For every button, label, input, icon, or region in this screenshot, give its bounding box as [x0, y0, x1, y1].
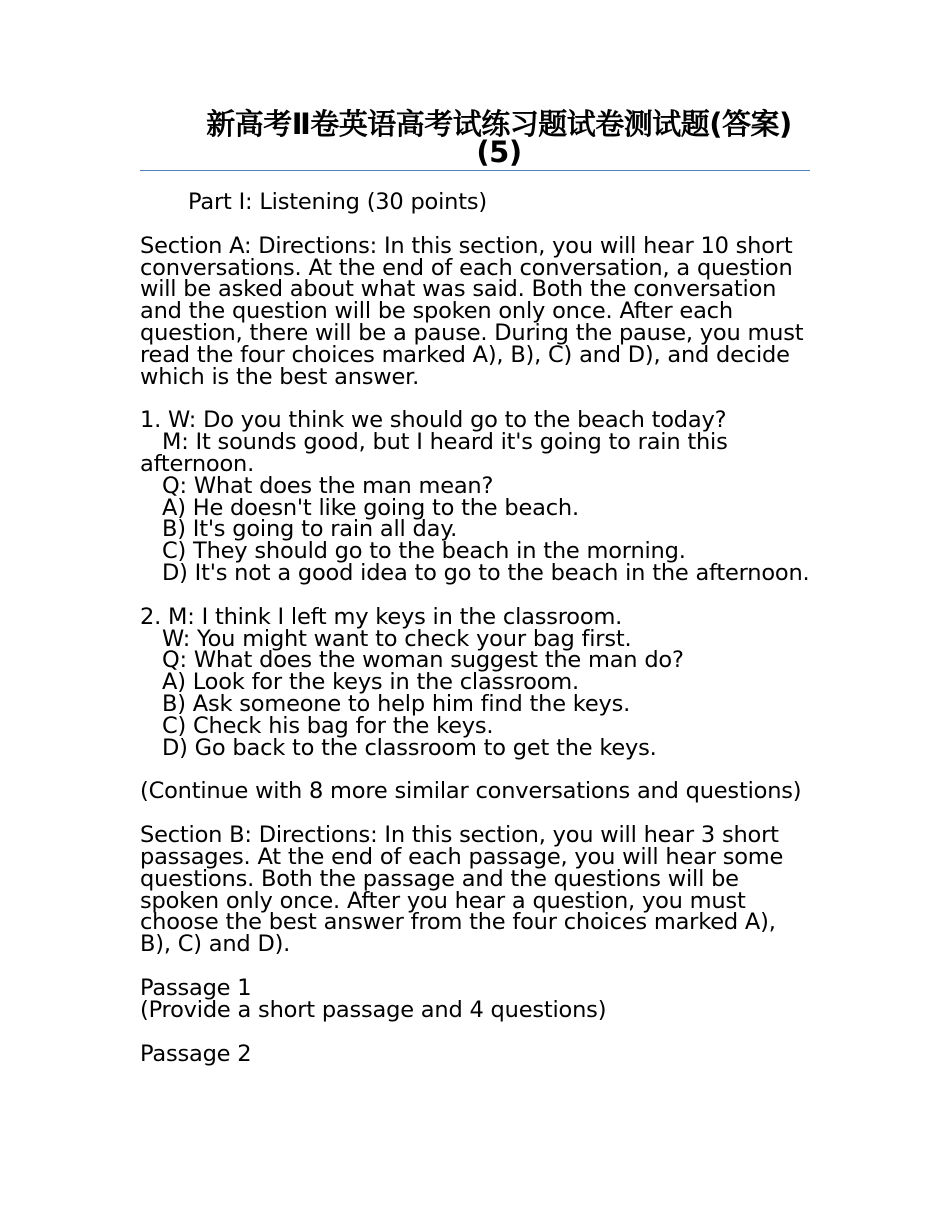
passage-label: Passage 1: [140, 974, 252, 1001]
section-a-directions: Section A: Directions: In this section, you will hear 10 short conversations. At the end of each conversation, a question will be asked about what was said. Both the conversation and the question will be spoken only once. After each question, there will be a pause. During the pause, you must read the four choices marked A), B), C) and D), and decide which is the best answer.: [140, 232, 804, 390]
passage-1: [140, 974, 810, 1023]
question-reply: W: You might want to check your bag first.: [162, 625, 632, 652]
option-d: D) It's not a good idea to go to the beach in the afternoon.: [162, 559, 810, 586]
question-block-1: [140, 407, 810, 586]
question-prompt: 2. M: I think I left my keys in the classroom.: [140, 603, 623, 630]
passage-label: Passage 2: [140, 1040, 252, 1067]
option-c: C) They should go to the beach in the morning.: [162, 538, 686, 565]
option-a: A) Look for the keys in the classroom.: [162, 669, 579, 696]
option-b: B) It's going to rain all day.: [162, 516, 458, 543]
option-b: B) Ask someone to help him find the keys.: [162, 690, 631, 717]
passage-note: (Provide a short passage and 4 questions): [140, 996, 607, 1023]
question-block-2: [140, 603, 810, 761]
title-underline: [140, 170, 810, 171]
document-title: 新高考Ⅱ卷英语高考试练习题试卷测试题(答案)(5): [206, 107, 792, 169]
document-page: [140, 0, 810, 1065]
section-b-directions: Section B: Directions: In this section, you will hear 3 short passages. At the end of each passage, you will hear some questions. Both the passage and the questions will be spoken only once. After you hear a question, you must choose the best answer from the four choices marked A), B), C) and D).: [140, 822, 784, 958]
question-text: Q: What does the woman suggest the man do?: [162, 647, 684, 674]
part-heading: Part I: Listening (30 points): [188, 189, 487, 215]
question-text: Q: What does the man mean?: [162, 472, 494, 499]
continue-note: (Continue with 8 more similar conversations and questions): [140, 778, 802, 805]
question-reply: M: It sounds good, but I heard it's going to rain this afternoon.: [140, 429, 735, 477]
option-a: A) He doesn't like going to the beach.: [162, 494, 579, 521]
option-d: D) Go back to the classroom to get the keys.: [162, 734, 657, 761]
passage-2: [140, 1040, 810, 1067]
option-c: C) Check his bag for the keys.: [162, 712, 494, 739]
question-prompt: 1. W: Do you think we should go to the beach today?: [140, 407, 727, 434]
